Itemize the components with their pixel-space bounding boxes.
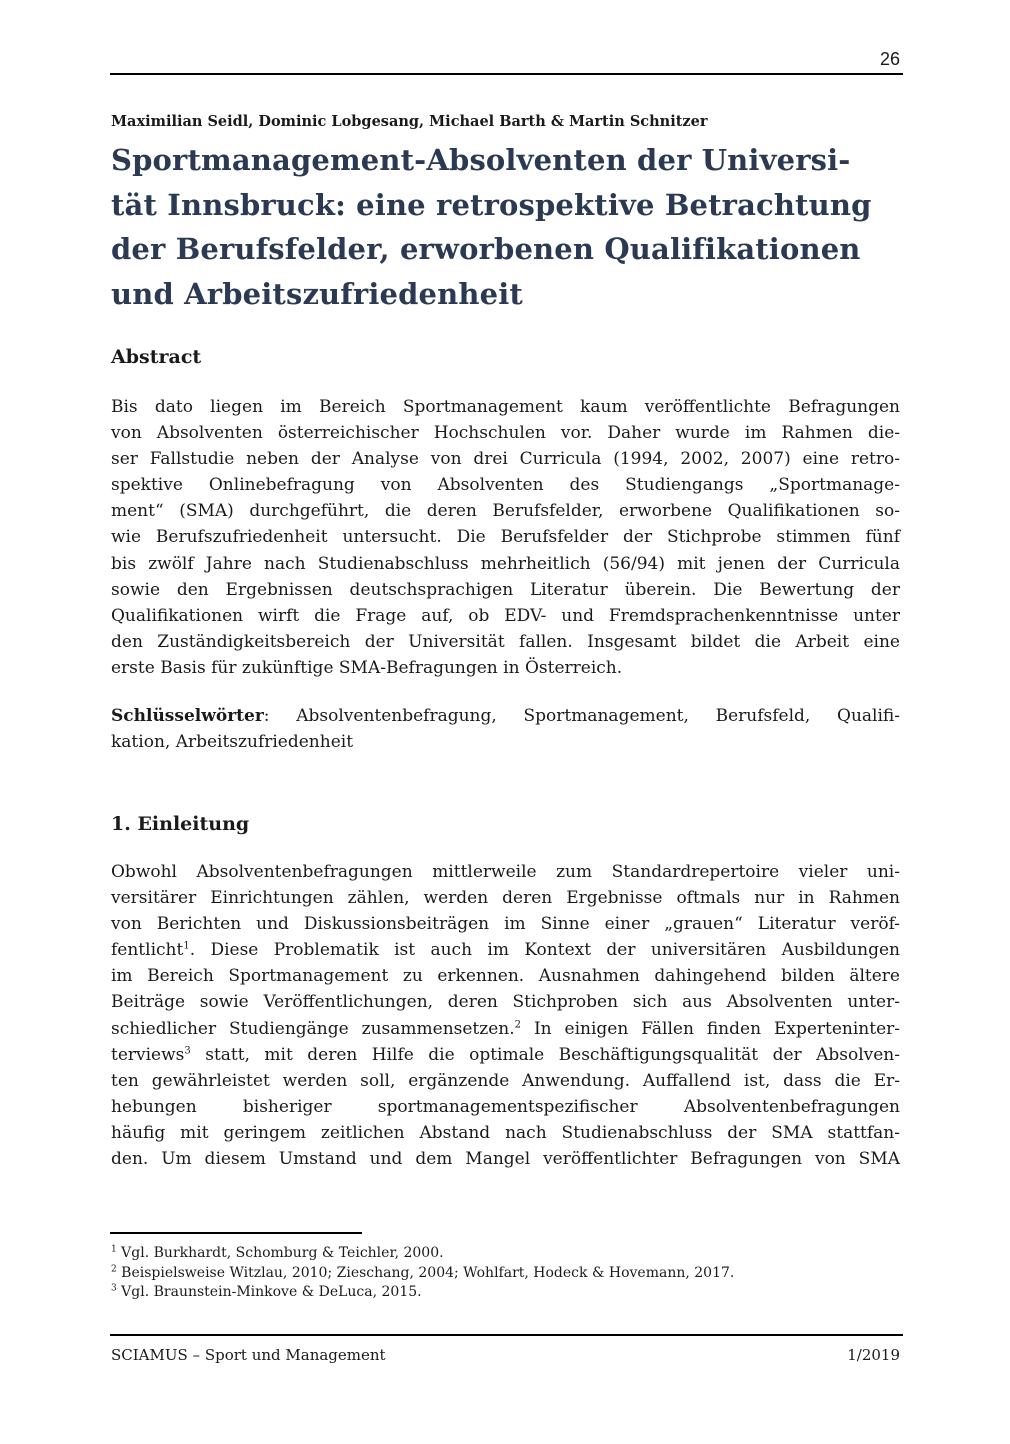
footnote bbox=[111, 1244, 734, 1264]
page-number: 26 bbox=[879, 49, 900, 69]
footnotes bbox=[111, 1244, 734, 1303]
text-run: hebungen bisheriger sportmanagementspezifischer Absolventenbefragungen bbox=[111, 1096, 900, 1117]
text-run: Obwohl Absolventenbefragungen mittlerweile zum Standardrepertoire vieler uni- bbox=[111, 862, 900, 882]
text-run: Beiträge sowie Veröffentlichungen, deren Stichproben sich aus Absolventen unter- bbox=[111, 992, 900, 1013]
section-line bbox=[111, 1094, 900, 1120]
text-run: versitärer Einrichtungen zählen, werden deren Ergebnisse oftmals nur in Rahmen bbox=[111, 888, 900, 909]
title-line: der Berufsfelder, erworbenen Qualifikationen bbox=[111, 232, 861, 266]
text-run: statt, mit deren Hilfe die optimale Beschäftigungsqualität der Absolven- bbox=[190, 1044, 900, 1065]
section-line bbox=[111, 1068, 900, 1094]
keywords-line: kation, Arbeitszufriedenheit bbox=[111, 732, 354, 753]
abstract-line: spektive Onlinebefragung von Absolventen des Studiengangs „Sportmanage- bbox=[111, 475, 900, 496]
abstract-line: erste Basis für zukünftige SMA-Befragungen in Österreich. bbox=[111, 657, 623, 678]
section-line bbox=[111, 1146, 900, 1172]
footnote-text: Beispielsweise Witzlau, 2010; Zieschang, 2004; Wohlfart, Hodeck & Hovemann, 2017. bbox=[116, 1264, 735, 1281]
text-run: häufig mit geringem zeitlichen Abstand nach Studienabschluss der SMA stattfan- bbox=[111, 1122, 900, 1143]
abstract-heading: Abstract bbox=[111, 346, 202, 368]
paper-title bbox=[111, 138, 911, 316]
footnote-text: Vgl. Burkhardt, Schomburg & Teichler, 2000. bbox=[116, 1245, 444, 1261]
keywords-label: Schlüsselwörter bbox=[111, 706, 264, 726]
text-run: terviews bbox=[111, 1044, 185, 1065]
footnote bbox=[111, 1264, 734, 1284]
section-line bbox=[111, 1016, 900, 1042]
keywords bbox=[111, 703, 900, 755]
abstract-line: ment“ (SMA) durchgeführt, die deren Berufsfelder, erworbene Qualifikationen so- bbox=[111, 501, 900, 522]
abstract-line: bis zwölf Jahre nach Studienabschluss mehrheitlich (56/94) mit jenen der Curricula bbox=[111, 553, 900, 574]
section-body bbox=[111, 859, 900, 1172]
text-run: fentlicht bbox=[111, 940, 184, 961]
footnote-separator bbox=[110, 1232, 362, 1234]
footnote-text: Vgl. Braunstein-Minkove & DeLuca, 2015. bbox=[116, 1284, 422, 1300]
footnote-ref[interactable]: 3 bbox=[184, 1045, 191, 1056]
section-line bbox=[111, 1042, 900, 1068]
section-line bbox=[111, 1120, 900, 1146]
section-line bbox=[111, 911, 900, 937]
text-run: ten gewährleistet werden soll, ergänzende Anwendung. Auffallend ist, dass die Er- bbox=[111, 1070, 900, 1091]
abstract-line: Bis dato liegen im Bereich Sportmanagement kaum veröffentlichte Befragungen bbox=[111, 397, 900, 417]
footnote-number: 2 bbox=[111, 1263, 117, 1274]
abstract-line: von Absolventen österreichischer Hochschulen vor. Daher wurde im Rahmen die- bbox=[111, 423, 900, 444]
authors: Maximilian Seidl, Dominic Lobgesang, Michael Barth & Martin Schnitzer bbox=[111, 113, 708, 130]
section-heading: 1. Einleitung bbox=[111, 813, 250, 835]
keywords-line bbox=[111, 703, 900, 729]
text-run: schiedlicher Studiengänge zusammensetzen. bbox=[111, 1018, 515, 1039]
title-line: tät Innsbruck: eine retrospektive Betrachtung bbox=[111, 187, 872, 222]
abstract-line: Qualifikationen wirft die Frage auf, ob EDV- und Fremdsprachenkenntnisse unter bbox=[111, 605, 900, 626]
footnote-ref[interactable]: 2 bbox=[514, 1018, 522, 1030]
text-run: In einigen Fällen finden Experteninter- bbox=[521, 1018, 901, 1039]
section-line bbox=[111, 963, 900, 989]
footer-rule bbox=[110, 1334, 903, 1336]
section-line bbox=[111, 937, 900, 963]
keywords-text: : Absolventenbefragung, Sportmanagement, Berufsfeld, Qualifi- bbox=[263, 706, 900, 726]
abstract-line: ser Fallstudie neben der Analyse von drei Curricula (1994, 2002, 2007) eine retro- bbox=[111, 449, 900, 470]
issue-number: 1/2019 bbox=[847, 1346, 900, 1364]
footnote-number: 1 bbox=[111, 1244, 117, 1255]
abstract-line: wie Berufszufriedenheit untersucht. Die Berufsfelder der Stichprobe stimmen fünf bbox=[111, 527, 900, 548]
section-line bbox=[111, 885, 900, 911]
section-line bbox=[111, 989, 900, 1015]
text-run: im Bereich Sportmanagement zu erkennen. Ausnahmen dahingehend bilden ältere bbox=[111, 966, 900, 987]
abstract-line: den Zuständigkeitsbereich der Universität fallen. Insgesamt bildet die Arbeit eine bbox=[111, 631, 900, 652]
title-line: und Arbeitszufriedenheit bbox=[111, 276, 523, 311]
section-line bbox=[111, 859, 900, 885]
abstract-line: sowie den Ergebnissen deutschsprachigen Literatur überein. Die Bewertung der bbox=[111, 579, 900, 600]
footnote-number: 3 bbox=[111, 1283, 117, 1294]
text-run: den. Um diesem Umstand und dem Mangel veröffentlichter Befragungen von SMA bbox=[111, 1149, 900, 1170]
footnote-ref[interactable]: 1 bbox=[183, 940, 190, 952]
text-run: von Berichten und Diskussionsbeiträgen im Sinne einer „grauen“ Literatur veröf- bbox=[111, 914, 900, 935]
abstract-body bbox=[111, 394, 900, 681]
journal-name: SCIAMUS – Sport und Management bbox=[111, 1346, 386, 1364]
footnote bbox=[111, 1283, 734, 1303]
text-run: . Diese Problematik ist auch im Kontext der universitären Ausbildungen bbox=[189, 940, 900, 961]
footer bbox=[111, 1346, 900, 1364]
title-line: Sportmanagement-Absolventen der Universi- bbox=[111, 143, 851, 177]
header-rule bbox=[110, 73, 903, 75]
